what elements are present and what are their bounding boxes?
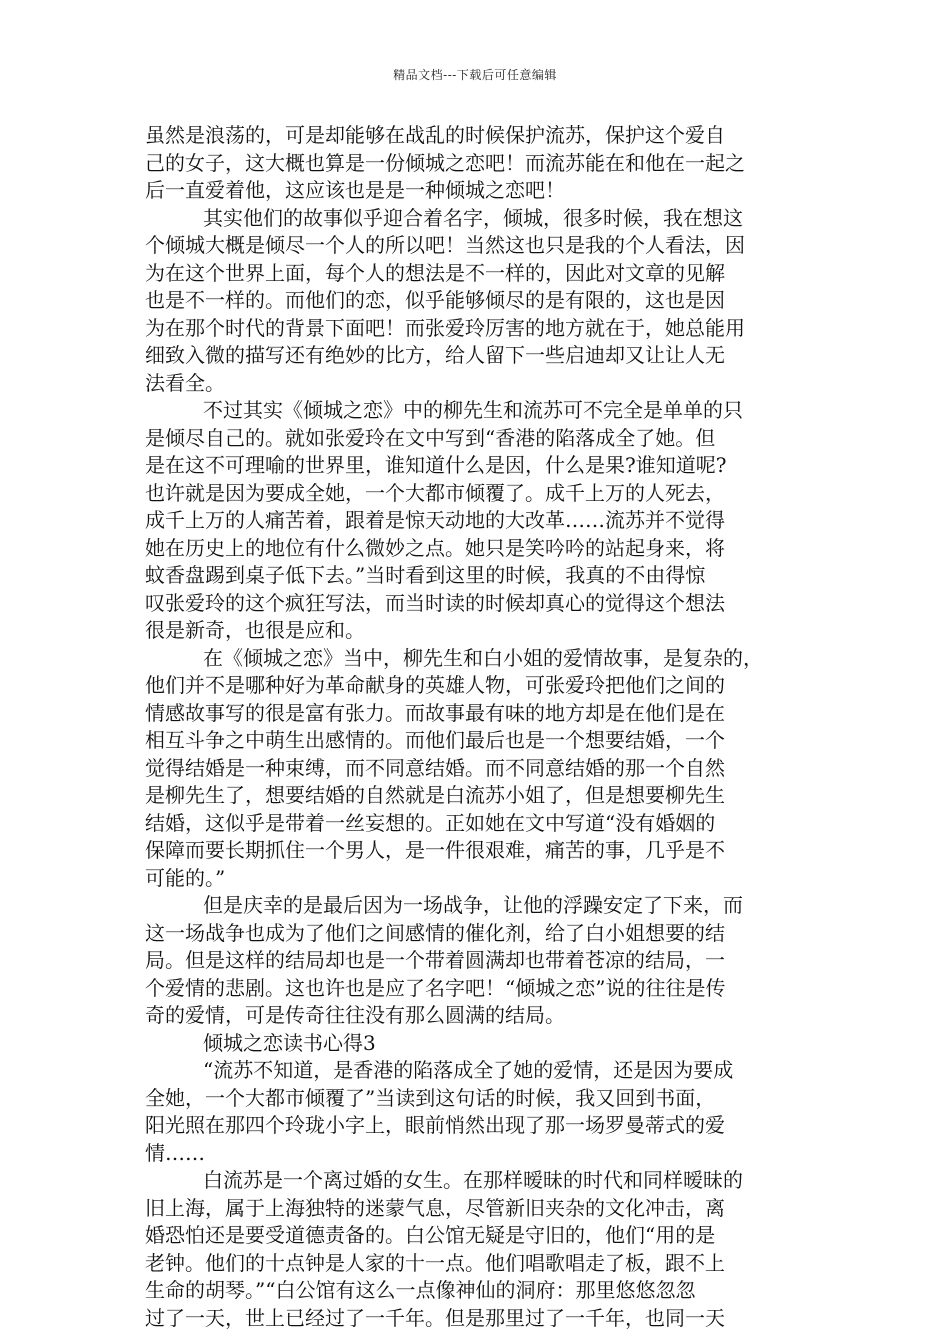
text-line: 很是新奇，也很是应和。 bbox=[145, 618, 365, 642]
paragraph bbox=[145, 645, 805, 893]
text-line: 在《倾城之恋》当中，柳先生和白小姐的爱情故事，是复杂的， bbox=[203, 645, 763, 670]
text-line: 是在这不可理喻的世界里，谁知道什么是因，什么是果?谁知道呢? bbox=[145, 453, 727, 477]
paragraph bbox=[145, 892, 805, 1030]
page-header: 精品文档---下载后可任意编辑 bbox=[393, 68, 557, 82]
text-line: 蚊香盘踢到桌子低下去。”当时看到这里的时候，我真的不由得惊 bbox=[145, 563, 706, 587]
text-line: 全她，一个大都市倾覆了”当读到这句话的时候，我又回到书面， bbox=[145, 1085, 716, 1110]
section-title: 倾城之恋读书心得3 bbox=[203, 1030, 376, 1055]
text-line: 阳光照在那四个玲珑小字上，眼前悄然出现了那一场罗曼蒂式的爱 bbox=[145, 1113, 725, 1137]
text-line: 后一直爱着他，这应该也是是一种倾城之恋吧！ bbox=[145, 178, 565, 202]
text-line: 旧上海，属于上海独特的迷蒙气息，尽管新旧夹杂的文化冲击，离 bbox=[145, 1195, 725, 1220]
text-line: 老钟。他们的十点钟是人家的十一点。他们唱歌唱走了板，跟不上 bbox=[145, 1250, 725, 1275]
document-body bbox=[145, 122, 805, 1332]
text-line: “流苏不知道，是香港的陷落成全了她的爱情，还是因为要成 bbox=[203, 1058, 734, 1082]
text-line: 白流苏是一个离过婚的女生。在那样暧昧的时代和同样暧昧的 bbox=[203, 1168, 743, 1192]
text-line: 为在那个时代的背景下面吧！而张爱玲厉害的地方就在于，她总能用 bbox=[145, 315, 745, 340]
text-line: 其实他们的故事似乎迎合着名字，倾城，很多时候，我在想这 bbox=[203, 205, 743, 230]
text-line: 这一场战争也成为了他们之间感情的催化剂，给了白小姐想要的结 bbox=[145, 920, 725, 945]
paragraph bbox=[145, 122, 805, 205]
text-line: 奇的爱情，可是传奇往往没有那么圆满的结局。 bbox=[145, 1003, 565, 1027]
text-line: 也是不一样的。而他们的恋，似乎能够倾尽的是有限的，这也是因 bbox=[145, 288, 725, 312]
paragraph bbox=[145, 1057, 805, 1167]
text-line: 可能的。” bbox=[145, 865, 226, 890]
text-line: 但是庆幸的是最后因为一场战争，让他的浮躁安定了下来，而 bbox=[203, 893, 743, 917]
text-line: 为在这个世界上面，每个人的想法是不一样的，因此对文章的见解 bbox=[145, 260, 725, 285]
text-line: 不过其实《倾城之恋》中的柳先生和流苏可不完全是单单的只 bbox=[203, 398, 743, 422]
text-line: 是柳先生了，想要结婚的自然就是白流苏小姐了，但是想要柳先生 bbox=[145, 783, 725, 807]
paragraph bbox=[145, 205, 805, 398]
text-line: 保障而要长期抓住一个男人，是一件很艰难，痛苦的事，几乎是不 bbox=[145, 838, 725, 862]
text-line: 过了一天，世上已经过了一千年。但是那里过了一千年，也同一天 bbox=[145, 1305, 725, 1330]
text-line: 婚恐怕还是要受道德责备的。白公馆无疑是守旧的，他们“用的是 bbox=[145, 1223, 716, 1247]
text-line: 己的女子，这大概也算是一份倾城之恋吧！而流苏能在和他在一起之 bbox=[145, 150, 745, 175]
text-line: 觉得结婚是一种束缚，而不同意结婚。而不同意结婚的那一个自然 bbox=[145, 755, 725, 780]
text-line: 虽然是浪荡的，可是却能够在战乱的时候保护流苏，保护这个爱自 bbox=[145, 123, 725, 147]
text-line: 情…… bbox=[145, 1140, 205, 1165]
text-line: 相互斗争之中萌生出感情的。而他们最后也是一个想要结婚，一个 bbox=[145, 728, 725, 752]
paragraph bbox=[145, 397, 805, 645]
section-heading bbox=[145, 1030, 805, 1058]
text-line: 叹张爱玲的这个疯狂写法，而当时读的时候却真心的觉得这个想法 bbox=[145, 590, 725, 615]
text-line: 成千上万的人痛苦着，跟着是惊天动地的大改革……流苏并不觉得 bbox=[145, 508, 725, 532]
text-line: 情感故事写的很是富有张力。而故事最有味的地方却是在他们是在 bbox=[145, 700, 725, 725]
text-line: 法看全。 bbox=[145, 370, 225, 395]
text-line: 她在历史上的地位有什么微妙之点。她只是笑吟吟的站起身来，将 bbox=[145, 535, 725, 560]
text-line: 结婚，这似乎是带着一丝妄想的。正如她在文中写道“没有婚姻的 bbox=[145, 810, 716, 835]
text-line: 是倾尽自己的。就如张爱玲在文中写到“香港的陷落成全了她。但 bbox=[145, 425, 716, 450]
text-line: 个爱情的悲剧。这也许也是应了名字吧！“倾城之恋”说的往往是传 bbox=[145, 975, 726, 1000]
text-line: 他们并不是哪种好为革命献身的英雄人物，可张爱玲把他们之间的 bbox=[145, 673, 725, 697]
text-line: 细致入微的描写还有绝妙的比方，给人留下一些启迪却又让让人无 bbox=[145, 343, 725, 367]
paragraph bbox=[145, 1167, 805, 1332]
text-line: 局。但是这样的结局却也是一个带着圆满却也带着苍凉的结局，一 bbox=[145, 948, 725, 972]
text-line: 生命的胡琴。”“白公馆有这么一点像神仙的洞府：那里悠悠忽忽 bbox=[145, 1278, 696, 1302]
text-line: 个倾城大概是倾尽一个人的所以吧！当然这也只是我的个人看法，因 bbox=[145, 233, 745, 257]
text-line: 也许就是因为要成全她，一个大都市倾覆了。成千上万的人死去， bbox=[145, 480, 725, 505]
